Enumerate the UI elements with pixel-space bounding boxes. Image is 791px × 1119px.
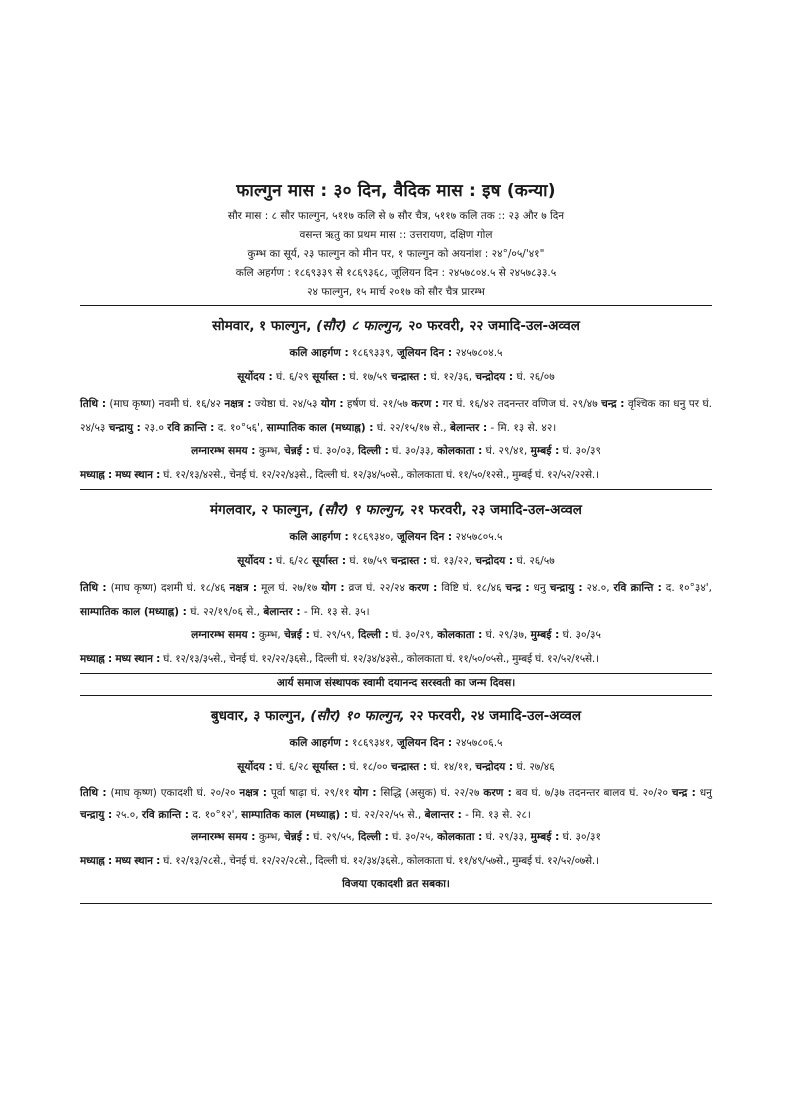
kali-julian-line: कलि आहर्गण : १८६९३३९, जूलियन दिन : २४५७८०४.५	[289, 347, 503, 359]
day-heading: बुधवार, ३ फाल्गुन, (सौर) १० फाल्गुन, २२ फरवरी, २४ जमादि-उल-अव्वल	[210, 708, 582, 724]
solar-month-line: सौर मास : ८ सौर फाल्गुन, ५११७ कलि से ७ सौर चैत्र, ५११७ कलि तक :: २३ और ७ दिन	[227, 210, 565, 222]
kali-ahargan-line: कलि अहर्गण : १८६९३३९ से १८६९३६८, जूलियन दिन : २४५७८०४.५ से २४५७८३३.५	[235, 267, 557, 279]
divider	[80, 903, 712, 904]
sun-moon-times: सूर्योदय : घं. ६/२९ सूर्यास्त : घं. १७/५९ चन्द्रास्त : घं. १२/३६, चन्द्रोदय : घं. २६/०७	[237, 371, 555, 383]
day-heading: मंगलवार, २ फाल्गुन, (सौर) ९ फाल्गुन, २१ फरवरी, २३ जमादि-उल-अव्वल	[210, 502, 582, 518]
madhyahna-line: मध्याह्न : मध्य स्थान : घं. १२/१३/३५से., चेनई घं. १२/२२/३६से., दिल्ली घं. १२/३४/४३से., कोलकाता घं. ११/५०/०५से., मुम्बई घं. १२/५२/१५से.।	[80, 653, 599, 665]
lagna-times: लग्नारम्भ समय : कुम्भ, चेन्नई : घं. ३०/०३, दिल्ली : घं. ३०/३३, कोलकाता : घं. २९/४१, मुम्बई : घं. ३०/३९	[191, 445, 601, 457]
tithi-details: तिथि : (माघ कृष्ण) दशमी घं. १८/४६ नक्षत्र : मूल घं. २७/१७ योग : व्रज घं. २२/२४ करण : विष्टि घं. १८/४६ चन्द्र : धनु चन्द्रायु : २४.०, रवि क्रान्ति : द. १०°३४', साम्पातिक काल (मध्याह्न) : घं. २२/१९/०६ से., बेलान्तर : - मि. १३ से. ३५।	[80, 582, 712, 618]
lagna-times: लग्नारम्भ समय : कुम्भ, चेन्नई : घं. २९/५५, दिल्ली : घं. ३०/२५, कोलकाता : घं. २९/३३, मुम्बई : घं. ३०/३१	[191, 831, 601, 843]
sun-sign-line: कुम्भ का सूर्य, २३ फाल्गुन को मीन पर, १ फाल्गुन को अयनांश : २४°/०५/'४१"	[247, 248, 545, 260]
chaitra-start-line: २४ फाल्गुन, १५ मार्च २०१७ को सौर चैत्र प्रारम्भ	[307, 286, 485, 298]
sun-moon-times: सूर्योदय : घं. ६/२८ सूर्यास्त : घं. १७/५९ चन्द्रास्त : घं. १३/२२, चन्द्रोदय : घं. २६/५७	[237, 555, 555, 567]
kali-julian-line: कलि आहर्गण : १८६९३४०, जूलियन दिन : २४५७८०५.५	[289, 531, 503, 543]
month-title: फाल्गुन मास : ३० दिन, वैदिक मास : इष (कन्या)	[236, 181, 556, 201]
tithi-details: तिथि : (माघ कृष्ण) एकादशी घं. २०/२० नक्षत्र : पूर्वा षाढ़ा घं. २९/११ योग : सिद्धि (असुक) घं. २२/२७ करण : बव घं. ७/३७ तदनन्तर बालव घं. २०/२० चन्द्र : धनु चन्द्रायु : २५.०, रवि क्रान्ति : द. १०°१२', साम्पातिक काल (मध्याह्न) : घं. २२/२२/५५ से., बेलान्तर : - मि. १३ से. २८।	[80, 787, 713, 821]
lagna-times: लग्नारम्भ समय : कुम्भ, चेन्नई : घं. २९/५९, दिल्ली : घं. ३०/२९, कोलकाता : घं. २९/३७, मुम्बई : घं. ३०/३५	[191, 629, 601, 641]
madhyahna-line: मध्याह्न : मध्य स्थान : घं. १२/१३/४२से., चेनई घं. १२/२२/४३से., दिल्ली घं. १२/३४/५०से., कोलकाता घं. ११/५०/१२से., मुम्बई घं. १२/५२/२२से.।	[80, 469, 599, 481]
month-header	[80, 178, 712, 302]
sun-moon-times: सूर्योदय : घं. ६/२८ सूर्यास्त : घं. १८/०० चन्द्रास्त : घं. १४/११, चन्द्रोदय : घं. २७/४६	[237, 761, 555, 773]
day-heading: सोमवार, १ फाल्गुन, (सौर) ८ फाल्गुन, २० फरवरी, २२ जमादि-उल-अव्वल	[212, 318, 580, 334]
festival-note: आर्य समाज संस्थापक स्वामी दयानन्द सरस्वती का जन्म दिवस।	[276, 677, 516, 689]
kali-julian-line: कलि आहर्गण : १८६९३४१, जूलियन दिन : २४५७८०६.५	[289, 737, 503, 749]
day-entry-1	[80, 306, 712, 485]
festival-note: विजया एकादशी व्रत सबका।	[342, 878, 450, 890]
day-entry-3	[80, 696, 712, 893]
day-entry-2	[80, 490, 712, 669]
season-line: वसन्त ऋतु का प्रथम मास :: उत्तरायण, दक्षिण गोल	[299, 229, 493, 241]
almanac-page	[80, 178, 712, 904]
tithi-details: तिथि : (माघ कृष्ण) नवमी घं. १६/४२ नक्षत्र : ज्येष्ठा घं. २४/५३ योग : हर्षण घं. २१/५७ करण : गर घं. १६/४२ तदनन्तर वणिज घं. २९/४७ चन्द्र : वृश्चिक का धनु पर घं. २४/५३ चन्द्रायु : २३.० रवि क्रान्ति : द. १०°५६', साम्पातिक काल (मध्याह्न) : घं. २२/१५/१७ से., बेलान्तर : - मि. १३ से. ४२।	[80, 398, 712, 434]
madhyahna-line: मध्याह्न : मध्य स्थान : घं. १२/१३/२८से., चेनई घं. १२/२२/२८से., दिल्ली घं. १२/३४/३६से., कोलकाता घं. ११/४९/५७से., मुम्बई घं. १२/५२/०७से.।	[80, 855, 599, 867]
